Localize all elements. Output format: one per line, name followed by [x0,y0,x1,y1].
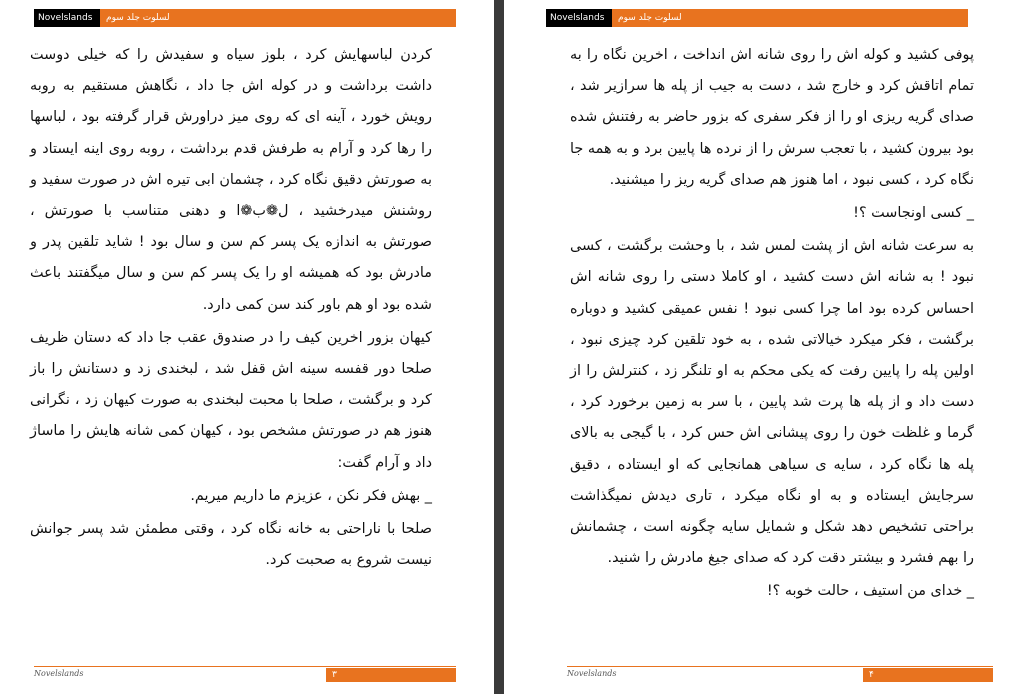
page-divider [494,0,504,694]
footer-signature: Novelslands [567,669,617,678]
header-brand: Novelslands [546,9,612,27]
header-title: لسلوت جلد سوم [612,9,968,27]
footer-signature: Novelslands [34,669,84,678]
page-number: ۳ [326,668,456,682]
paragraph: _ بهش فکر نکن ، عزیزم ما داریم میریم. [190,487,432,504]
paragraph: صلحا با ناراحتی به خانه نگاه کرد ، وقتی مطمئن شد پسر جوانش نیست شروع به صحبت کرد. [30,521,432,569]
paragraph: _ کسی اونجاست ؟! [853,205,974,222]
header-title: لسلوت جلد سوم [100,9,456,27]
page-body [570,40,974,610]
paragraph: _ خدای من استیف ، حالت خوبه ؟! [766,583,974,600]
right-page [504,0,1010,694]
paragraph: کردن لباسهایش کرد ، بلوز سیاه و سفیدش را که خیلی دوست داشت برداشت و در کوله اش جا داد ، نگاهش مستقیم به روبه رویش خورد ، آینه ای که روی میز دراورش قرار گرفته بود ، لباسها را رها کرد و آرام به طرفش قدم برداشت ، روبه روی اینه ایستاد و به صورتش دقیق نگاه کرد ، چشمان ابی تیره اش در صورت سفید و روشنش میدرخشید ، ل❁ب❁ا و دهنی متناسب با صورتش ، صورتش به اندازه یک پسر کم سن و سال بود ! شاید تلقین پدر و مادرش بود که همیشه او را یک پسر کم سن و سال میگفتند باعث شده بود او هم باور کند سن کمی دارد. [30,47,432,313]
paragraph: به سرعت شانه اش از پشت لمس شد ، با وحشت برگشت ، کسی نبود ! به شانه اش دست کشید ، او کاملا دستی را روی شانه اش احساس کرده بود اما چرا کسی نبود ! نفس عمیقی کشید و دوباره برگشت ، فکر میکرد خیالاتی شده ، به خود تلقین کرد چیزی نبود ، اولین پله را پایین رفت که یکی محکم به او تلنگر زد ، کنترلش را از دست داد و از پله ها پرت شد پایین ، با سر به زمین برخورد کرد ، گرما و غلظت خون را روی پیشانی اش حس کرد ، با گیجی به بالای پله ها نگاه کرد ، سایه ی سیاهی همانجایی که او ایستاده ، دقیق سرجایش ایستاده و به او نگاه میکرد ، تاری دیدش نمیگذاشت براحتی تشخیص دهد شکل و شمایل سایه چگونه است ، چشمانش را بهم فشرد و بیشتر دقت کرد که صدای جیغ مادرش را شنید. [570,238,974,567]
page-header [34,9,456,27]
page-header [546,9,968,27]
left-page [0,0,494,694]
footer-rule [34,666,456,667]
page-footer [34,666,456,682]
page-number: ۴ [863,668,993,682]
footer-rule [567,666,993,667]
page-body [30,40,432,578]
page-footer [567,666,993,682]
paragraph: کیهان بزور اخرین کیف را در صندوق عقب جا داد که دستان ظریف صلحا دور قفسه سینه اش قفل شد ، لبخندی زد و دستانش را باز کرد و برگشت ، صلحا با محبت لبخندی به صورت کیهان زد ، نگرانی هنوز هم در صورتش مشخص بود ، کیهان کمی شانه هایش را ماساژ داد و آرام گفت: [30,329,432,471]
header-brand: Novelslands [34,9,100,27]
paragraph: پوفی کشید و کوله اش را روی شانه اش انداخت ، اخرین نگاه را به تمام اتاقش کرد و خارج شد ، دست به جیب از پله ها سرازیر شد ، صدای گریه ریزی او را از فکر سفری که بزور حاضر به رفتنش شده بود بیرون کشید ، با تعجب سرش را از نرده ها پایین برد و به همه جا نگاه کرد ، کسی نبود ، اما هنوز هم صدای گریه ریز را میشنید. [570,47,974,188]
